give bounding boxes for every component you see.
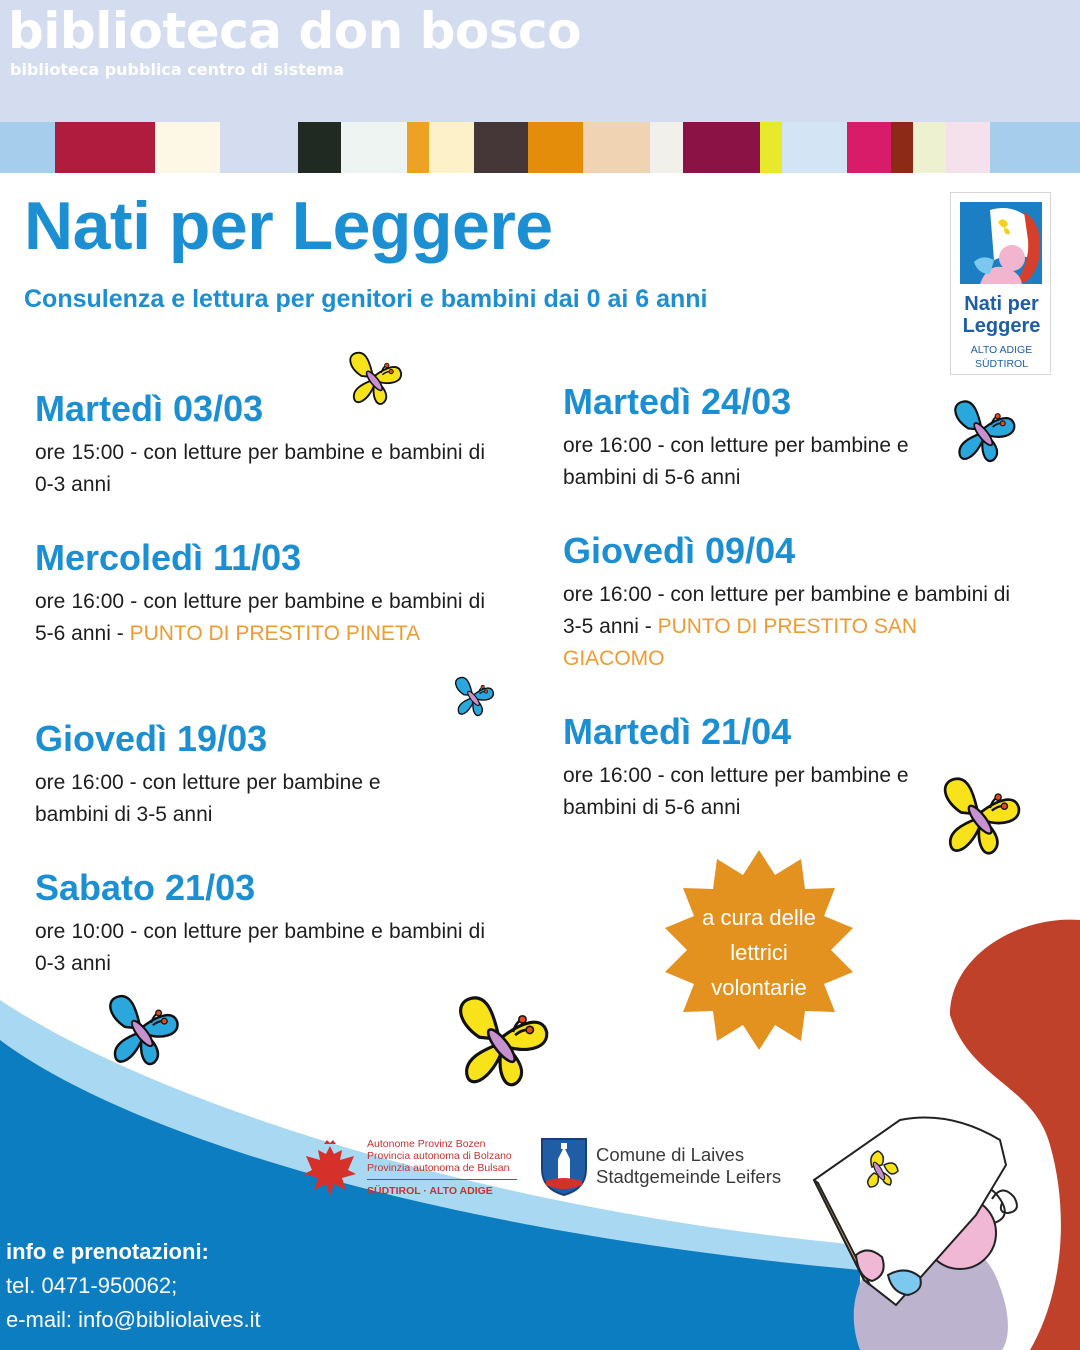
event-description: ore 16:00 - con letture per bambine e bambini di 5-6 anni — [563, 764, 909, 819]
event-date: Giovedì 19/03 — [35, 718, 268, 759]
eagle-coat-of-arms-icon — [302, 1140, 358, 1198]
comune-laives-logo — [538, 1135, 808, 1199]
province-line1: Autonome Provinz Bozen — [367, 1138, 486, 1150]
event-description: ore 16:00 - con letture per bambine e bambini di 3-5 anni - — [563, 583, 1011, 638]
butterfly-blue-icon — [451, 674, 497, 720]
badge-line3: volontarie — [711, 975, 807, 1000]
event-description: ore 15:00 - con letture per bambine e bambini di 0-3 anni — [35, 441, 485, 496]
event-description: ore 10:00 - con letture per bambine e bambini di 0-3 anni — [35, 920, 485, 975]
page-subtitle: Consulenza e lettura per genitori e bambini dai 0 ai 6 anni — [24, 285, 708, 313]
npl-name-line1: Nati per — [964, 293, 1039, 315]
event-date: Martedì 21/04 — [563, 711, 792, 752]
event-date: Giovedì 09/04 — [563, 530, 796, 571]
npl-region-line1: ALTO ADIGE — [970, 344, 1033, 356]
info-phone[interactable]: tel. 0471-950062; — [6, 1273, 178, 1298]
library-tagline: biblioteca pubblica centro di sistema — [10, 60, 345, 79]
event-item — [35, 388, 485, 501]
nati-per-leggere-logo — [950, 192, 1051, 375]
laives-coat-of-arms-icon — [540, 1137, 588, 1197]
badge-line2: lettrici — [730, 940, 788, 965]
comune-line1: Comune di Laives — [596, 1144, 745, 1165]
library-name: biblioteca don bosco — [8, 2, 581, 60]
library-header — [0, 0, 1080, 173]
province-brand: SÜDTIROL · ALTO ADIGE — [367, 1185, 493, 1197]
event-description: ore 16:00 - con letture per bambine e bambini di 3-5 anni — [35, 771, 381, 826]
npl-region-line2: SÜDTIROL — [974, 358, 1029, 370]
butterfly-yellow-icon — [344, 348, 406, 410]
event-location: PUNTO DI PRESTITO PINETA — [129, 622, 421, 645]
event-item — [35, 537, 485, 650]
comune-line2: Stadtgemeinde Leifers — [596, 1166, 782, 1187]
province-line2: Provincia autonoma di Bolzano — [367, 1150, 512, 1162]
event-date: Martedì 24/03 — [563, 381, 792, 422]
event-date: Mercoledì 11/03 — [35, 537, 302, 578]
info-heading: info e prenotazioni: — [6, 1239, 209, 1264]
badge-line1: a cura delle — [702, 905, 816, 930]
event-item — [563, 711, 958, 824]
contact-info — [6, 1235, 261, 1337]
province-line3: Provinzia autonoma de Bulsan — [367, 1162, 510, 1174]
page-title: Nati per Leggere — [24, 188, 553, 264]
event-item — [563, 530, 1018, 675]
event-description: ore 16:00 - con letture per bambine e bambini di 5-6 anni — [563, 434, 909, 489]
event-location: PUNTO DI PRESTITO SAN GIACOMO — [563, 615, 917, 670]
event-description: ore 16:00 - con letture per bambine e bambini di 5-6 anni - — [35, 590, 485, 645]
color-strip — [0, 122, 1080, 173]
event-item — [563, 381, 933, 494]
butterfly-yellow-icon — [936, 772, 1026, 862]
event-date: Sabato 21/03 — [35, 867, 256, 908]
butterfly-blue-icon — [948, 396, 1020, 468]
girl-reading-illustration — [800, 915, 1080, 1350]
npl-name-line2: Leggere — [962, 315, 1041, 337]
provincia-bolzano-logo — [300, 1138, 525, 1200]
divider — [367, 1179, 517, 1180]
reading-mother-icon — [960, 202, 1042, 284]
event-item — [35, 718, 425, 831]
info-email[interactable]: e-mail: info@bibliolaives.it — [6, 1307, 261, 1332]
event-date: Martedì 03/03 — [35, 388, 264, 429]
